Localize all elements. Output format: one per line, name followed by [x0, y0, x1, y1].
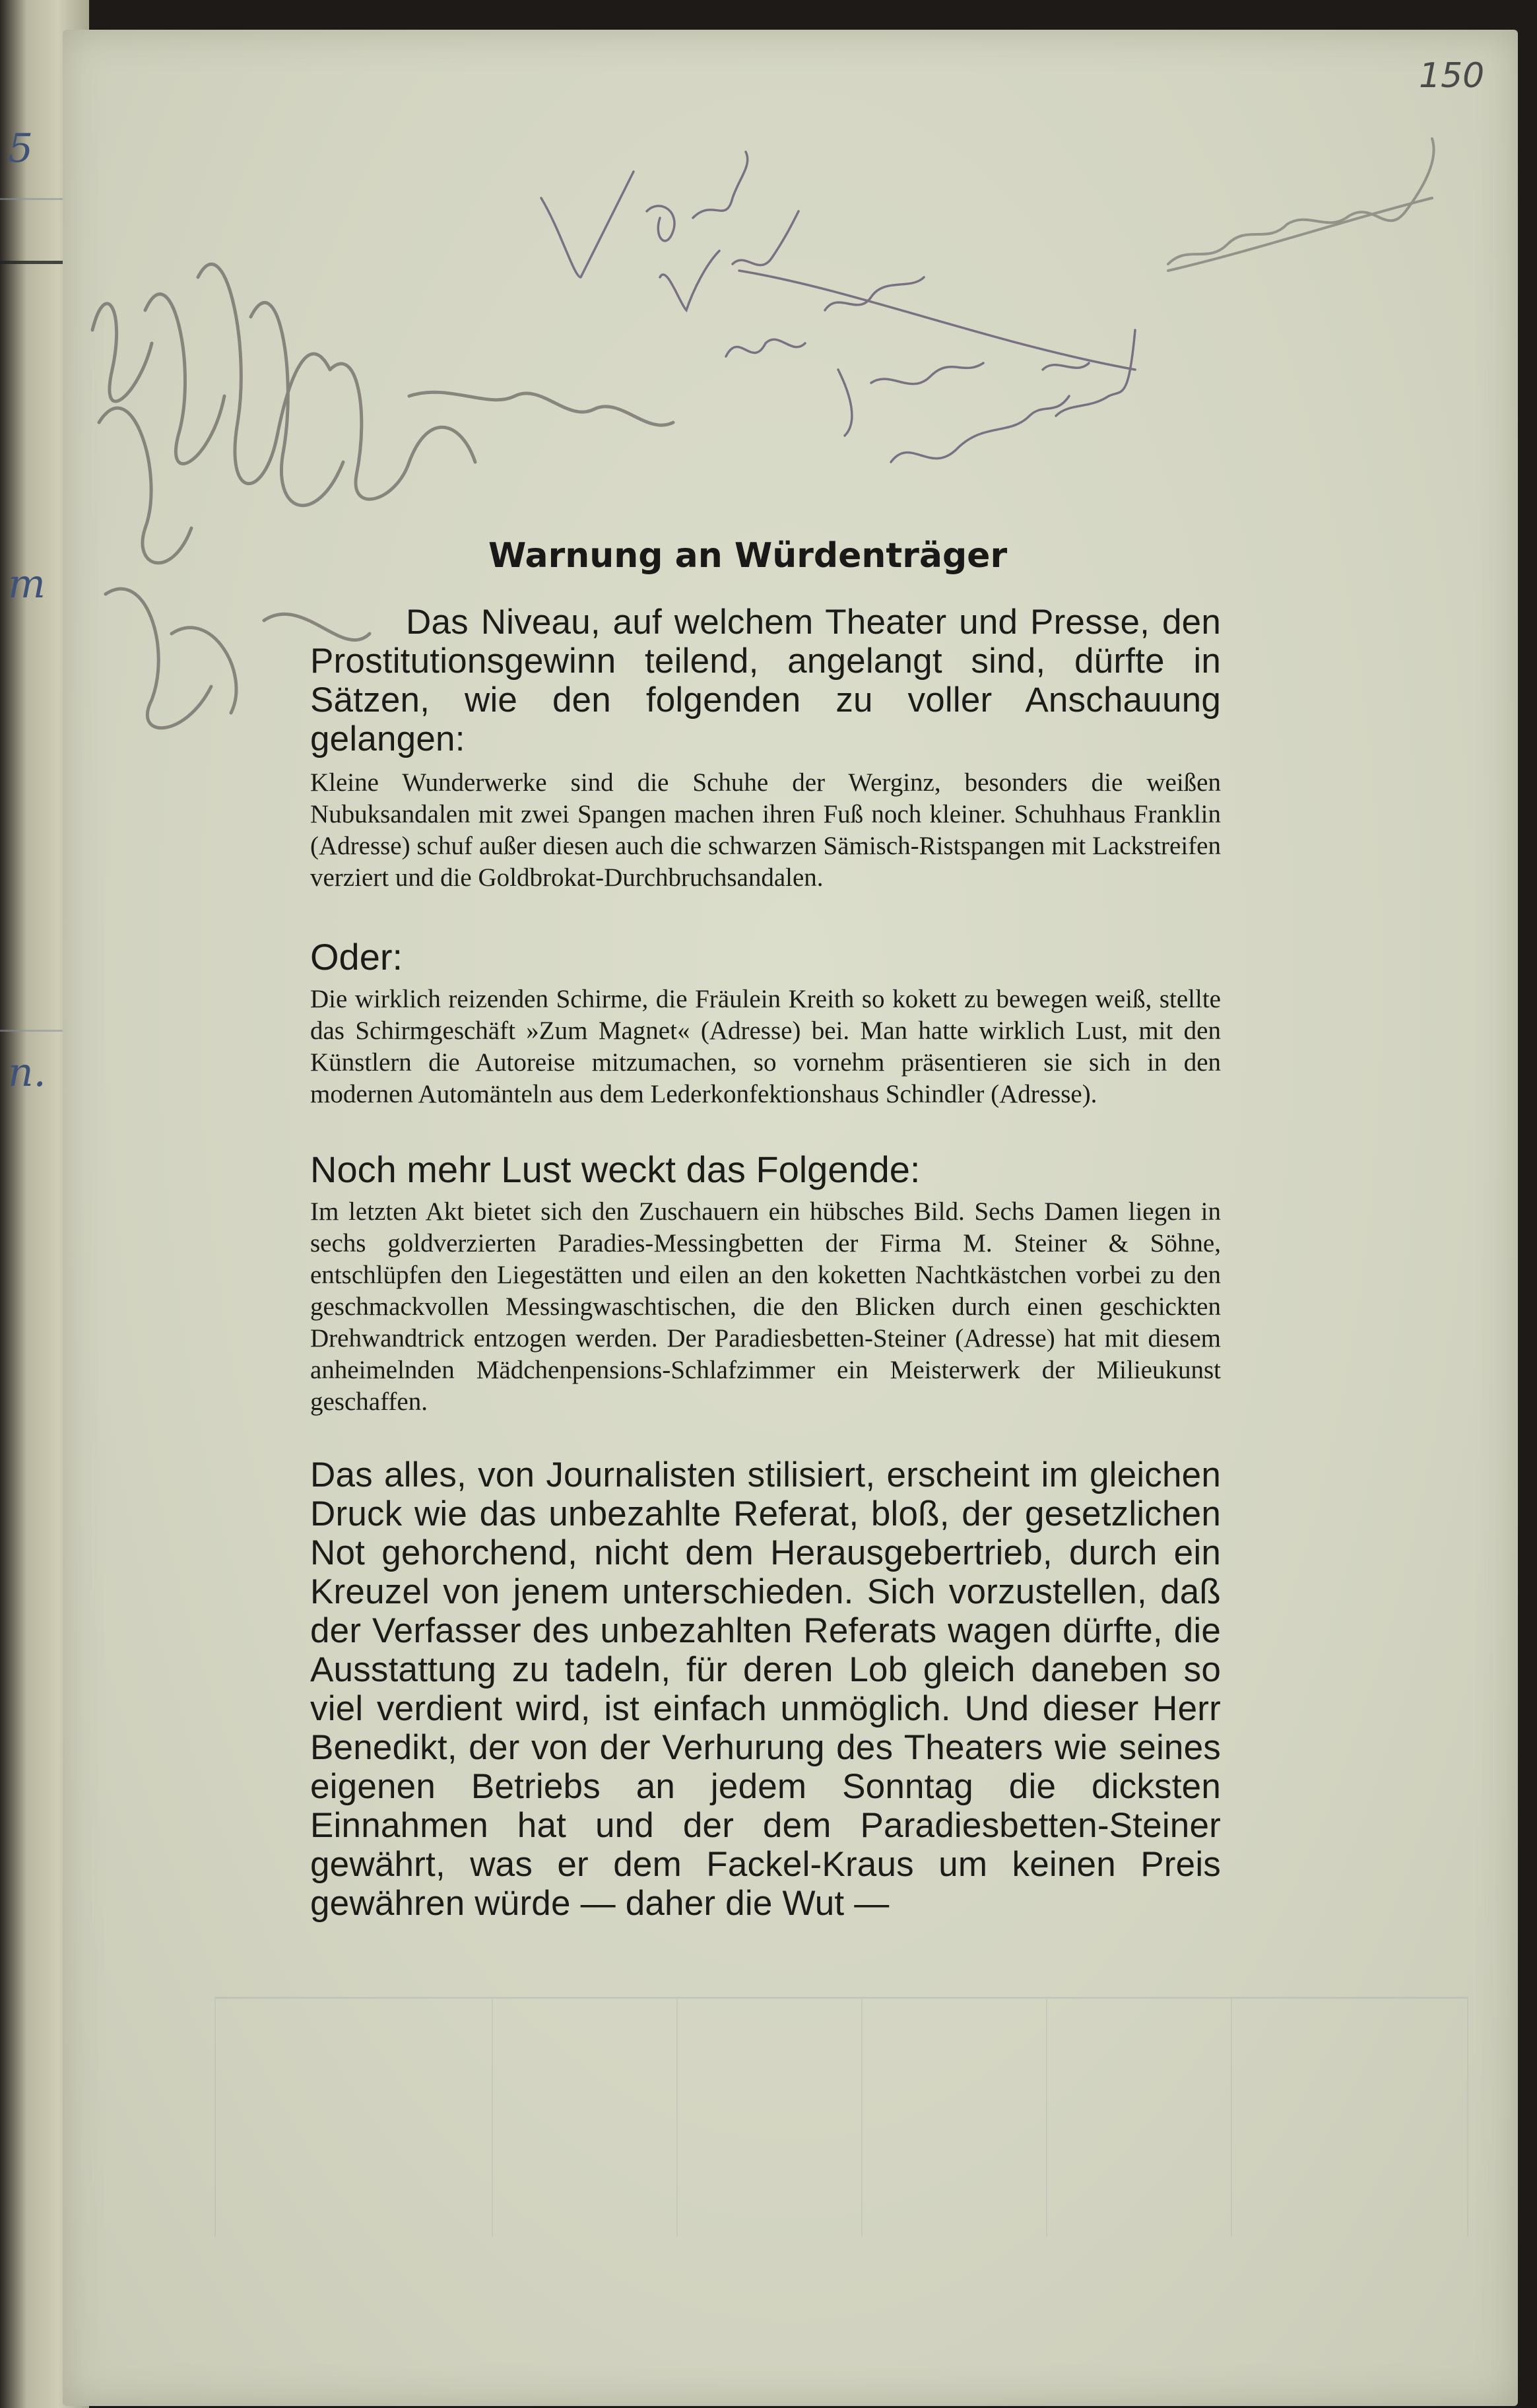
margin-mark: m	[8, 561, 46, 607]
oder-heading-block	[310, 936, 1221, 978]
intro-paragraph: Das Niveau, auf welchem Theater und Presse, den Prostitutionsgewinn teilend, angelangt sind, dürfte in Sätzen, wie den folgenden zu voller Anschauung gelangen:	[310, 603, 1221, 758]
margin-mark: n.	[8, 1050, 46, 1096]
intro-paragraph-block	[310, 603, 1221, 758]
quote-paragraph-2: Die wirklich reizenden Schirme, die Fräulein Kreith so kokett zu bewegen weiß, stellte das Schirmgeschäft »Zum Magnet« (Adresse) bei. Man hatte wirklich Lust, mit den Künstlern die Autoreise mitzumachen, so vornehm präsentieren sie sich in den modernen Automänteln aus dem Lederkonfektionshaus Schindler (Adresse).	[310, 985, 1221, 1108]
closing-paragraph: Das alles, von Journalisten stilisiert, erscheint im gleichen Druck wie das unbezahlte Referat, bloß, der gesetzlichen Not gehorchend, nicht dem Herausgebertrieb, durch ein Kreuzel von jenem unterschieden. Sich vorzustellen, daß der Verfasser des unbezahlten Referats wagen dürfte, die Ausstattung zu tadeln, für deren Lob gleich daneben so viel verdient wird, ist einfach unmöglich. Und dieser Herr Benedikt, der von der Verhurung des Theaters wie seines eigenen Betriebs an jedem Sonntag die dicksten Einnahmen hat und der dem Paradiesbetten-Steiner gewährt, was er dem Fackel-Kraus um keinen Preis gewähren würde — daher die Wut —	[310, 1455, 1221, 1923]
oder-heading: Oder:	[310, 936, 403, 978]
noch-heading: Noch mehr Lust weckt das Folgende:	[310, 1149, 921, 1190]
quote-block-1	[310, 767, 1221, 894]
page-number: 150	[1419, 56, 1485, 96]
quote-paragraph-3: Im letzten Akt bietet sich den Zuschauern ein hübsches Bild. Sechs Damen liegen in sechs goldverzierten Paradies-Messingbetten der Firma M. Steiner & Söhne, entschlüpfen den Liegestätten und eilen an den koketten Nachtkästchen vorbei zu den geschmackvollen Messingwaschtischen, die den Blicken durch einen geschickten Drehwandtrick entzogen werden. Der Paradiesbetten-Steiner (Adresse) hat mit diesem anheimelnden Mädchenpensions-Schlafzimmer ein Meisterwerk der Milieukunst geschaffen.	[310, 1197, 1221, 1416]
bleed-through-table	[214, 1997, 1468, 2236]
quote-block-2	[310, 984, 1221, 1110]
quote-paragraph-1: Kleine Wunderwerke sind die Schuhe der Werginz, besonders die weißen Nubuksandalen mit zwei Spangen machen ihren Fuß noch kleiner. Schuhhaus Franklin (Adresse) schuf außer diesen auch die schwarzen Sämisch-Ristspangen mit Lackstreifen verziert und die Goldbrokat-Durchbruchsandalen.	[310, 768, 1221, 892]
quote-block-3	[310, 1196, 1221, 1418]
noch-heading-block	[310, 1149, 1221, 1191]
document-title: Warnung an Würdenträger	[488, 536, 1008, 576]
closing-paragraph-block	[310, 1455, 1221, 1923]
margin-mark: 5	[8, 125, 34, 172]
